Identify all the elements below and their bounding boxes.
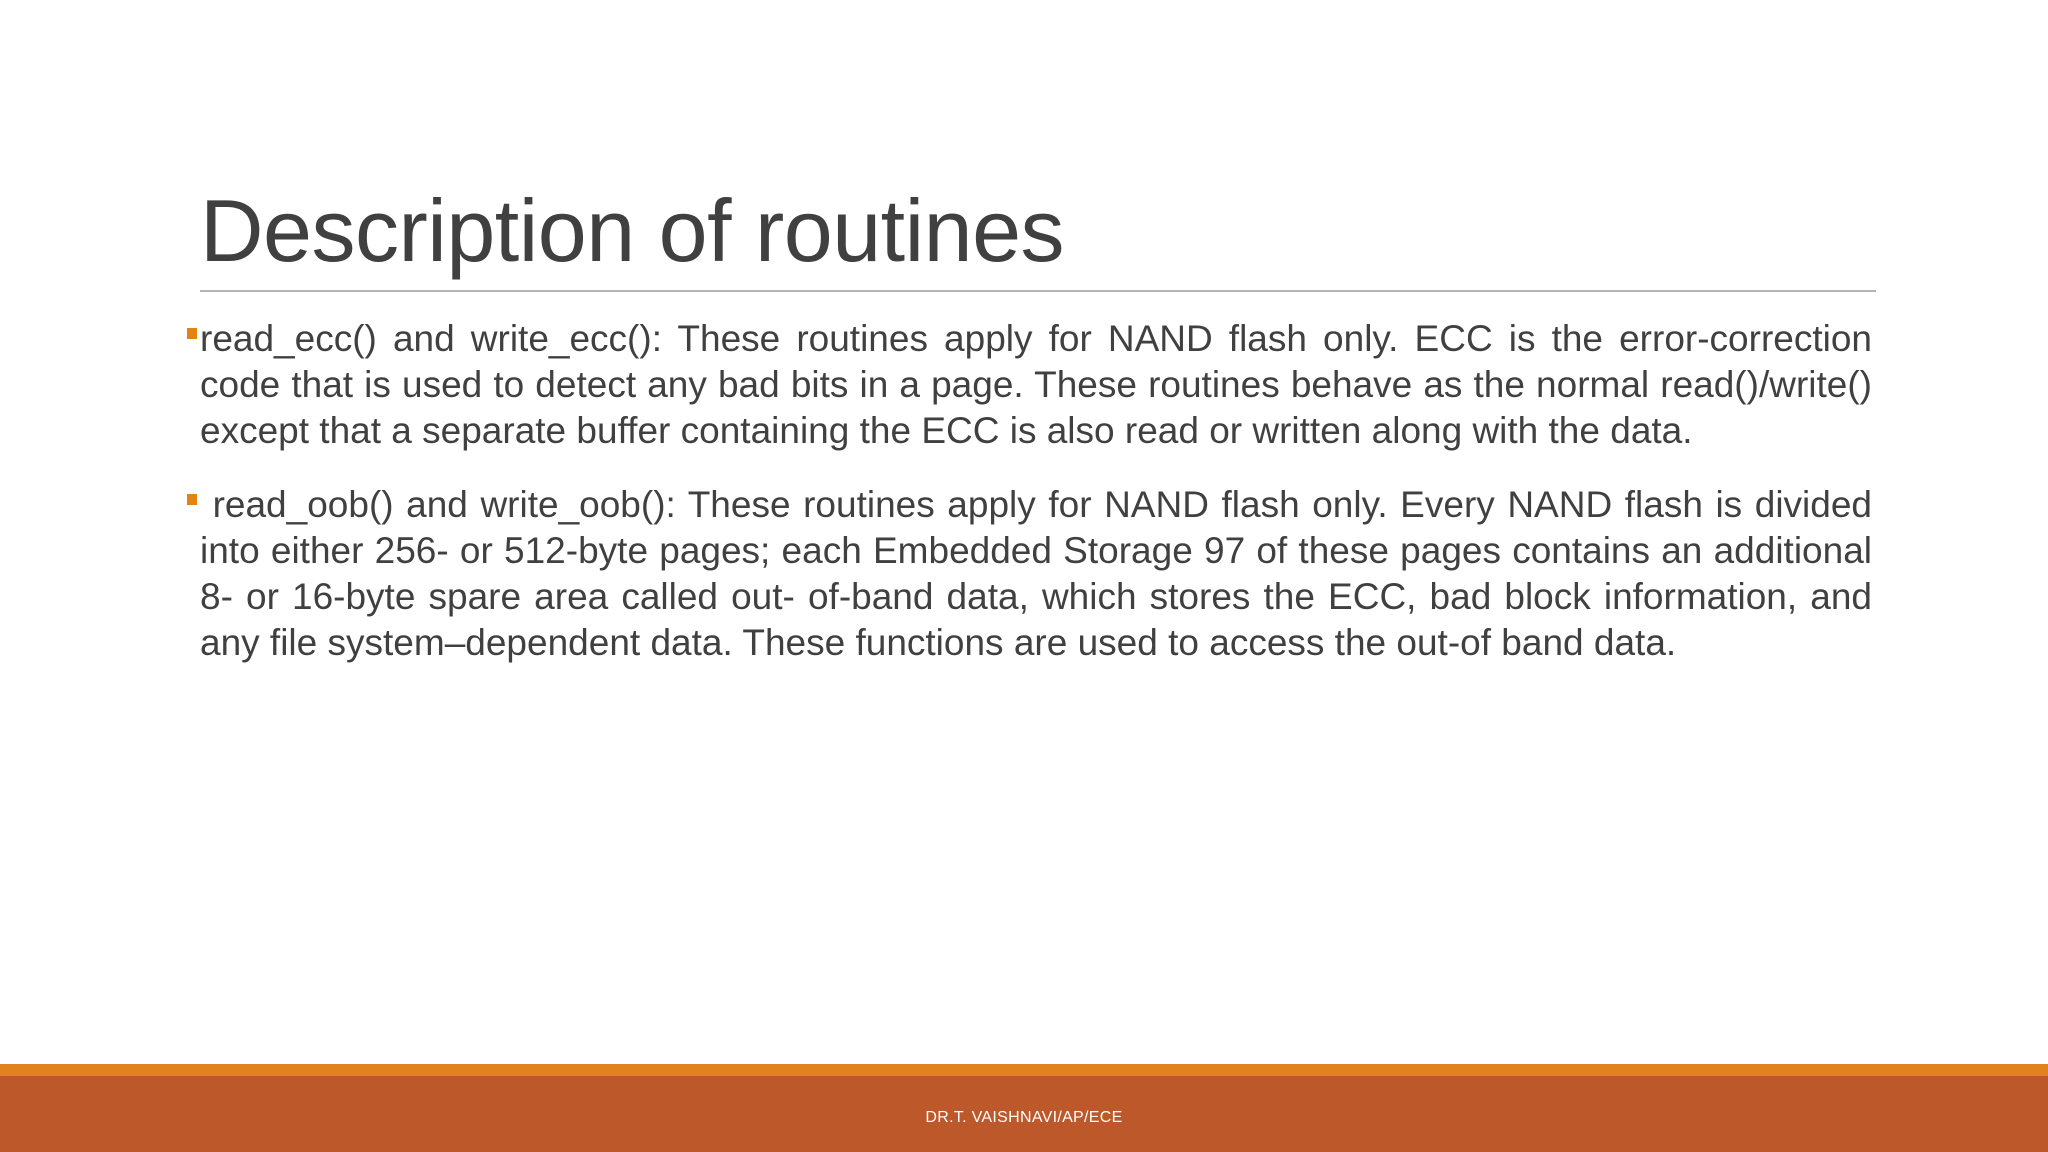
bullet-text: read_ecc() and write_ecc(): These routines apply for NAND flash only. ECC is the error-correction code that is used to detect any bad bits in a page. These routines behave as the normal read()/write() except that a separate buffer containing the ECC is also read or written along with the data. <box>200 318 1872 451</box>
footer-accent-stripe <box>0 1064 2048 1076</box>
footer-author: DR.T. VAISHNAVI/AP/ECE <box>925 1109 1123 1126</box>
square-bullet-icon <box>187 328 197 339</box>
bullet-list <box>200 316 1883 694</box>
square-bullet-icon <box>187 494 197 505</box>
bullet-item-ecc <box>200 316 1872 454</box>
slide-title: Description of routines <box>200 181 1065 280</box>
bullet-item-oob <box>200 482 1883 666</box>
bullet-text: read_oob() and write_oob(): These routines apply for NAND flash only. Every NAND flash is divided into either 256- or 512-byte pages; each Embedded Storage 97 of these pages contains an additional 8- or 16-byte spare area called out- of-band data, which stores the ECC, bad block information, and any file system–dependent data. These functions are used to access the out-of band data. <box>200 484 1883 663</box>
title-divider <box>200 290 1876 292</box>
